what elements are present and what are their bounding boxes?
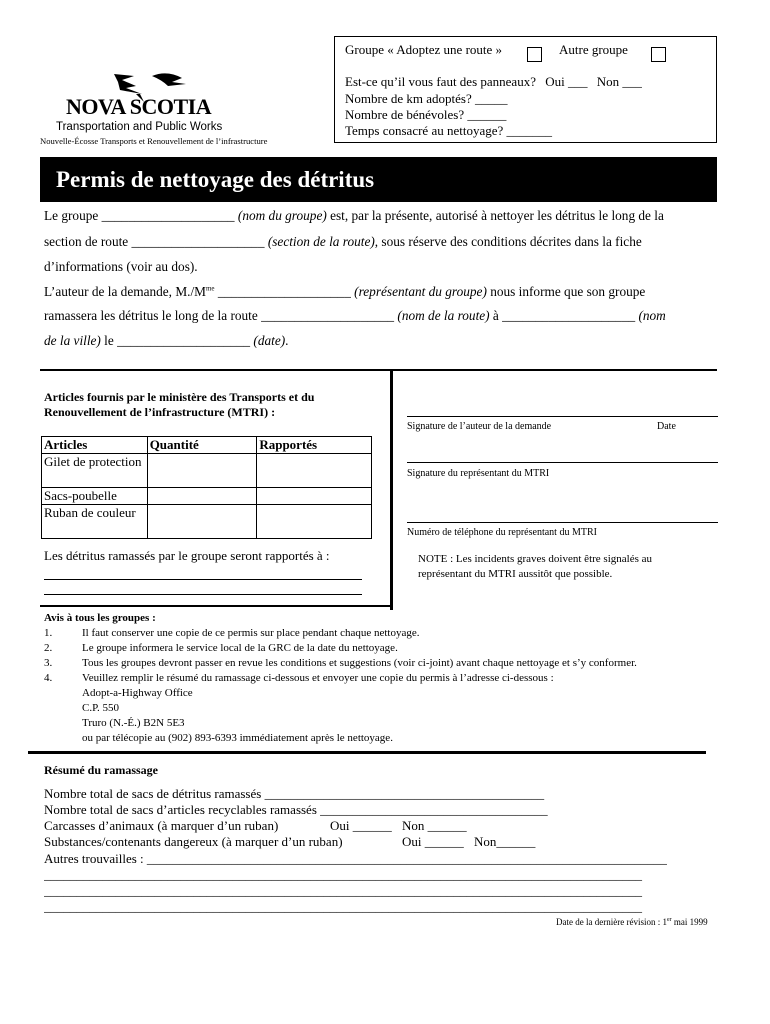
summary-blank-line[interactable]: ____________________________________________________________________________________________ <box>44 867 642 882</box>
note-line-1: NOTE : Les incidents graves doivent être signalés au <box>418 553 652 565</box>
reported-to-line-2[interactable] <box>44 594 362 595</box>
table-row <box>42 505 372 539</box>
para-line-6[interactable]: de la ville) le ____________________ (date). <box>44 333 289 348</box>
notices-heading: Avis à tous les groupes : <box>44 612 156 624</box>
articles-table <box>41 436 372 539</box>
author-signature-line[interactable] <box>407 416 718 417</box>
summary-blank-line[interactable]: ____________________________________________________________________________________________ <box>44 883 642 898</box>
article-name: Sacs-poubelle <box>42 488 148 505</box>
summary-blank-line[interactable]: ____________________________________________________________________________________________ <box>44 899 642 914</box>
dangerous-no-field[interactable]: Non______ <box>474 834 536 849</box>
note-line-2: représentant du MTRI aussitôt que possible. <box>418 568 613 580</box>
returned-cell[interactable] <box>257 488 372 505</box>
article-name: Gilet de protection <box>42 454 148 488</box>
articles-table-header <box>42 437 372 454</box>
address-line: ou par télécopie au (902) 893-6393 immédiatement après le nettoyage. <box>82 732 393 744</box>
logo-subtitle-en: Transportation and Public Works <box>56 121 223 133</box>
mtri-signature-line[interactable] <box>407 462 718 463</box>
logo-brand-text: NOVA SCOTIA <box>66 94 212 119</box>
notices-list <box>44 626 724 686</box>
reported-to-label: Les détritus ramassés par le groupe seront rapportés à : <box>44 548 330 563</box>
author-signature-label: Signature de l’auteur de la demande <box>407 421 552 432</box>
list-item: 1. Il faut conserver une copie de ce permis sur place pendant chaque nettoyage. <box>44 627 420 639</box>
date-label: Date <box>657 421 676 432</box>
revision-date: Date de la dernière révision : 1er mai 1999 <box>556 917 708 927</box>
section-divider-middle <box>40 605 390 607</box>
address-line: Adopt-a-Highway Office <box>82 687 193 699</box>
table-row <box>42 488 372 505</box>
summary-bags-field[interactable]: Nombre total de sacs de détritus ramassés ___________________________________________ <box>44 786 545 801</box>
km-adopted-field[interactable]: Nombre de km adoptés? _____ <box>345 91 508 106</box>
page-title: Permis de nettoyage des détritus <box>40 157 717 202</box>
returned-cell[interactable] <box>257 505 372 539</box>
office-address <box>82 686 393 746</box>
col-quantity: Quantité <box>147 437 257 454</box>
group-other-checkbox[interactable] <box>651 47 666 62</box>
list-item: 4. Veuillez remplir le résumé du ramassage ci-dessous et envoyer une copie du permis à l’adresse ci-dessous : <box>44 672 554 684</box>
signs-question-label: Est-ce qu’il vous faut des panneaux? <box>345 74 536 89</box>
summary-dangerous-label: Substances/contenants dangereux (à marquer d’un ruban) <box>44 834 343 849</box>
signs-question <box>345 74 642 90</box>
section-divider-vertical <box>390 369 393 610</box>
summary-heading: Résumé du ramassage <box>44 763 158 777</box>
articles-heading-line2: Renouvellement de l’infrastructure (MTRI) : <box>44 405 276 419</box>
para-line-1[interactable]: Le groupe ____________________ (nom du groupe) est, par la présente, autorisé à nettoyer les détritus le long de la <box>44 208 664 223</box>
group-info-box <box>334 36 717 143</box>
table-row <box>42 454 372 488</box>
address-line: C.P. 550 <box>82 702 119 714</box>
article-name: Ruban de couleur <box>42 505 148 539</box>
summary-recyclables-field[interactable]: Nombre total de sacs d’articles recyclables ramassés ___________________________________ <box>44 802 548 817</box>
section-divider-top <box>40 369 717 371</box>
cleaning-time-field[interactable]: Temps consacré au nettoyage? _______ <box>345 123 553 138</box>
list-item: 3. Tous les groupes devront passer en revue les conditions et suggestions (voir ci-joint) avant chaque nettoyage et s’y conformer. <box>44 657 637 669</box>
col-returned: Rapportés <box>257 437 372 454</box>
carcasses-yes-field[interactable]: Oui ______ <box>330 818 392 833</box>
list-item: 2. Le groupe informera le service local de la GRC de la date du nettoyage. <box>44 642 398 654</box>
returned-cell[interactable] <box>257 454 372 488</box>
mtri-phone-line[interactable] <box>407 522 718 523</box>
summary-other-field[interactable]: Autres trouvailles : ________________________________________________________________________________ <box>44 851 667 866</box>
para-line-3: d’informations (voir au dos). <box>44 259 198 274</box>
reported-to-line-1[interactable] <box>44 579 362 580</box>
logo-subtitle-fr: Nouvelle-Écosse Transports et Renouvellement de l’infrastructure <box>40 136 268 146</box>
nova-scotia-logo <box>40 72 330 152</box>
summary-carcasses-label: Carcasses d’animaux (à marquer d’un ruban) <box>44 818 279 833</box>
section-divider-bottom <box>28 751 706 754</box>
quantity-cell[interactable] <box>147 505 257 539</box>
para-line-5[interactable]: ramassera les détritus le long de la route ____________________ (nom de la route) à ____________________ (nom <box>44 308 666 323</box>
signs-no-field[interactable]: Non ___ <box>596 74 642 89</box>
logo-wordmark <box>66 94 211 120</box>
volunteers-field[interactable]: Nombre de bénévoles? ______ <box>345 107 507 122</box>
para-line-2[interactable]: section de route ____________________ (section de la route), sous réserve des conditions décrites dans la fiche <box>44 234 642 249</box>
signs-yes-field[interactable]: Oui ___ <box>545 74 588 89</box>
mtri-phone-label: Numéro de téléphone du représentant du MTRI <box>407 527 597 538</box>
col-articles: Articles <box>42 437 148 454</box>
articles-heading-line1: Articles fournis par le ministère des Transports et du <box>44 390 315 404</box>
group-adopt-checkbox[interactable] <box>527 47 542 62</box>
quantity-cell[interactable] <box>147 488 257 505</box>
dangerous-yes-field[interactable]: Oui ______ <box>402 834 464 849</box>
address-line: Truro (N.-É.) B2N 5E3 <box>82 717 185 729</box>
quantity-cell[interactable] <box>147 454 257 488</box>
carcasses-no-field[interactable]: Non ______ <box>402 818 467 833</box>
group-adopt-label: Groupe « Adoptez une route » <box>345 42 503 57</box>
para-line-4[interactable]: L’auteur de la demande, $M./M^{me}$ ____________________ (représentant du groupe) nous informe que son groupe <box>44 284 646 299</box>
mtri-signature-label: Signature du représentant du MTRI <box>407 468 550 479</box>
group-other-label: Autre groupe <box>559 42 628 57</box>
